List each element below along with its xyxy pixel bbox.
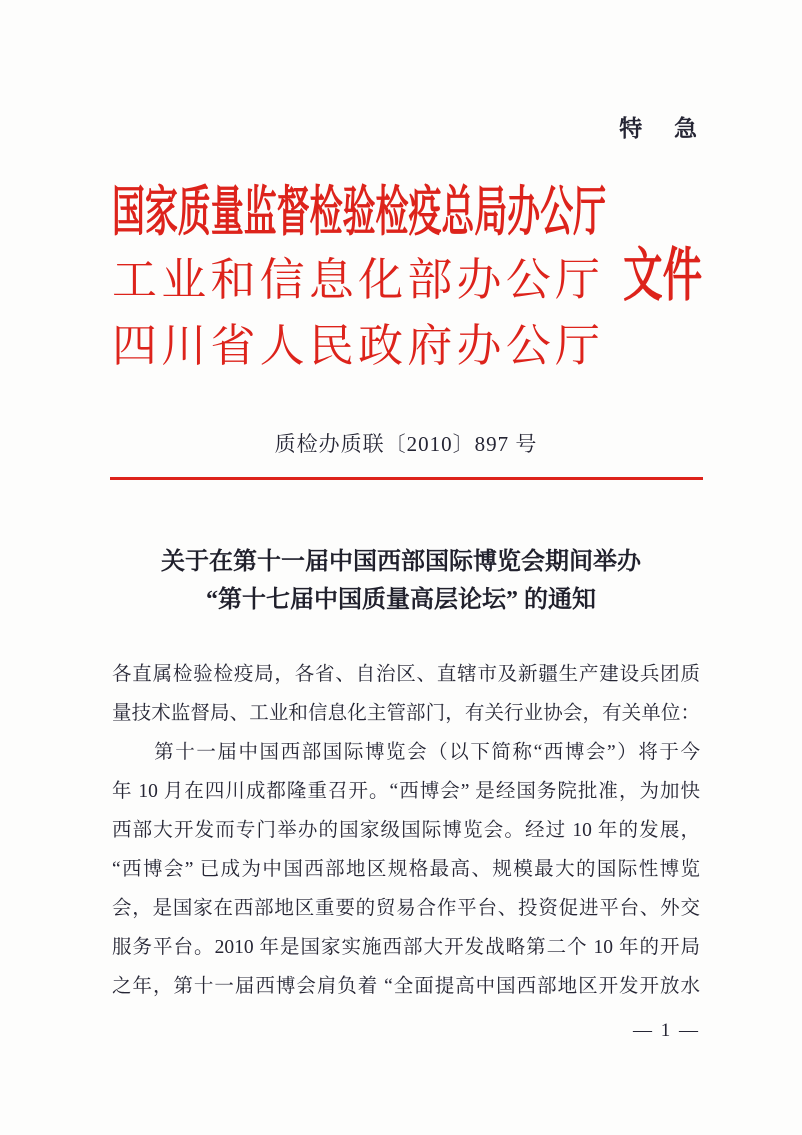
letterhead-row-2: [112, 243, 702, 318]
body-text-line: “西博会” 已成为中国西部地区规格最高、规模最大的国际性博览: [112, 859, 700, 880]
letterhead-divider-rule: [110, 477, 703, 480]
document-body: [112, 655, 700, 1006]
body-text-line: 之年，第十一届西博会肩负着 “全面提高中国西部地区开发开放水: [112, 976, 700, 997]
document-title-line-1: 关于在第十一届中国西部国际博览会期间举办: [161, 549, 641, 575]
body-text-line: 年 10 月在四川成都隆重召开。“西博会” 是经国务院批准，为加快: [112, 781, 700, 802]
letterhead-org-line-1: 国家质量监督检验检疫总局办公厅: [112, 182, 607, 242]
document-title: [56, 543, 746, 619]
body-text-line: 各直属检验检疫局，各省、自治区、直辖市及新疆生产建设兵团质: [112, 664, 700, 685]
document-title-line-2: “第十七届中国质量高层论坛” 的通知: [206, 587, 596, 613]
body-text-line: 第十一届中国西部国际博览会（以下简称“西博会”）将于今: [112, 742, 700, 763]
urgency-label: 特 急: [619, 116, 699, 141]
document-reference-number: 质检办质联〔2010〕897 号: [274, 432, 538, 456]
body-text-line: 会，是国家在西部地区重要的贸易合作平台、投资促进平台、外交: [112, 898, 700, 919]
body-text-line: 服务平台。2010 年是国家实施西部大开发战略第二个 10 年的开局: [112, 937, 700, 958]
body-text-line: 量技术监督局、工业和信息化主管部门，有关行业协会，有关单位：: [112, 703, 700, 724]
letterhead-document-word: 文件: [623, 243, 702, 308]
body-text-line: 西部大开发而专门举办的国家级国际博览会。经过 10 年的发展，: [112, 820, 700, 841]
page-number: — 1 —: [633, 1020, 700, 1041]
letterhead-org-line-3: 四川省人民政府办公厅: [112, 321, 600, 371]
letterhead-org-line-2: 工业和信息化部办公厅: [112, 255, 600, 305]
